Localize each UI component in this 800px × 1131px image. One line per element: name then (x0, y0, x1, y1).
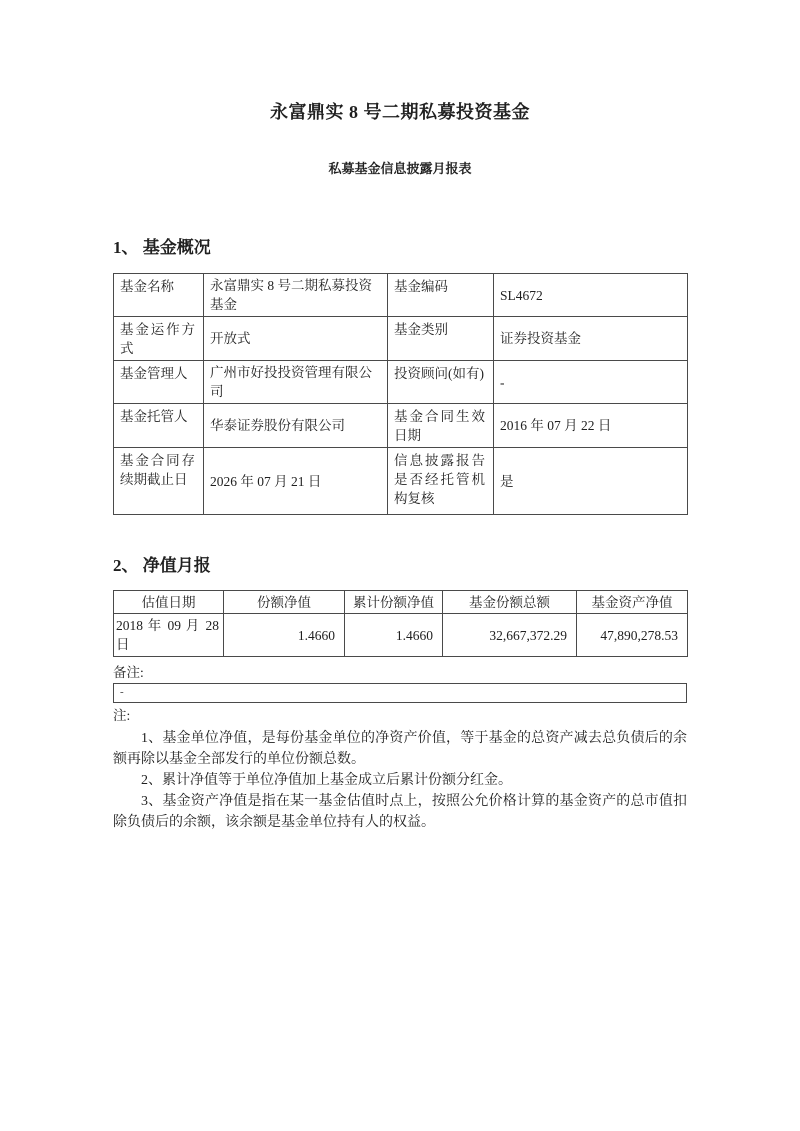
fund-type-label: 基金类别 (388, 317, 494, 361)
note-item-2: 2、累计净值等于单位净值加上基金成立后累计份额分红金。 (141, 773, 512, 788)
note-item-1: 1、基金单位净值，是每份基金单位的净资产价值，等于基金的总资产减去总负债后的余额再除以基金全部发行的单位份额总数。 (113, 731, 687, 767)
total-shares-header: 基金份额总额 (443, 591, 577, 614)
fund-custodian-value: 华泰证券股份有限公司 (204, 404, 388, 448)
contract-expiry-date-value: 2026 年 07 月 21 日 (204, 448, 388, 515)
contract-effective-date-label: 基金合同生效日期 (388, 404, 494, 448)
investment-advisor-value: - (494, 361, 688, 404)
table-row (114, 361, 688, 404)
fund-manager-label: 基金管理人 (114, 361, 204, 404)
net-asset-value-header: 基金资产净值 (577, 591, 688, 614)
document-title: 永富鼎实 8 号二期私募投资基金 (270, 102, 530, 122)
contract-expiry-date-label: 基金合同存续期截止日 (114, 448, 204, 515)
table-row (114, 274, 688, 317)
notes-block (113, 728, 687, 833)
section1-heading: 1、 基金概况 (113, 238, 211, 257)
document-subtitle: 私募基金信息披露月报表 (328, 161, 472, 176)
operation-mode-value: 开放式 (204, 317, 388, 361)
remark-label: 备注: (113, 665, 144, 680)
cumulative-nav-value: 1.4660 (345, 614, 443, 657)
table-row (114, 404, 688, 448)
investment-advisor-label: 投资顾问(如有) (388, 361, 494, 404)
valuation-date-header: 估值日期 (114, 591, 224, 614)
fund-manager-value: 广州市好投投资管理有限公司 (204, 361, 388, 404)
report-content (113, 0, 687, 833)
nav-monthly-table (113, 590, 688, 657)
remark-box: - (113, 683, 687, 703)
net-asset-value-value: 47,890,278.53 (577, 614, 688, 657)
fund-name-value: 永富鼎实 8 号二期私募投资基金 (204, 274, 388, 317)
cumulative-nav-header: 累计份额净值 (345, 591, 443, 614)
fund-code-label: 基金编码 (388, 274, 494, 317)
nav-per-share-value: 1.4660 (224, 614, 345, 657)
fund-type-value: 证券投资基金 (494, 317, 688, 361)
notes-label: 注: (113, 708, 131, 723)
note-item-3: 3、基金资产净值是指在某一基金估值时点上，按照公允价格计算的基金资产的总市值扣除负债后的余额，该余额是基金单位持有人的权益。 (113, 794, 687, 830)
custodian-review-value: 是 (494, 448, 688, 515)
custodian-review-label: 信息披露报告是否经托管机构复核 (388, 448, 494, 515)
table-row (114, 317, 688, 361)
operation-mode-label: 基金运作方式 (114, 317, 204, 361)
fund-name-label: 基金名称 (114, 274, 204, 317)
section2-heading: 2、 净值月报 (113, 556, 211, 575)
nav-per-share-header: 份额净值 (224, 591, 345, 614)
contract-effective-date-value: 2016 年 07 月 22 日 (494, 404, 688, 448)
table-header-row (114, 591, 688, 614)
total-shares-value: 32,667,372.29 (443, 614, 577, 657)
fund-overview-table (113, 273, 688, 515)
table-row (114, 448, 688, 515)
fund-code-value: SL4672 (494, 274, 688, 317)
fund-custodian-label: 基金托管人 (114, 404, 204, 448)
valuation-date-value: 2018 年 09 月 28 日 (114, 614, 224, 657)
table-row (114, 614, 688, 657)
